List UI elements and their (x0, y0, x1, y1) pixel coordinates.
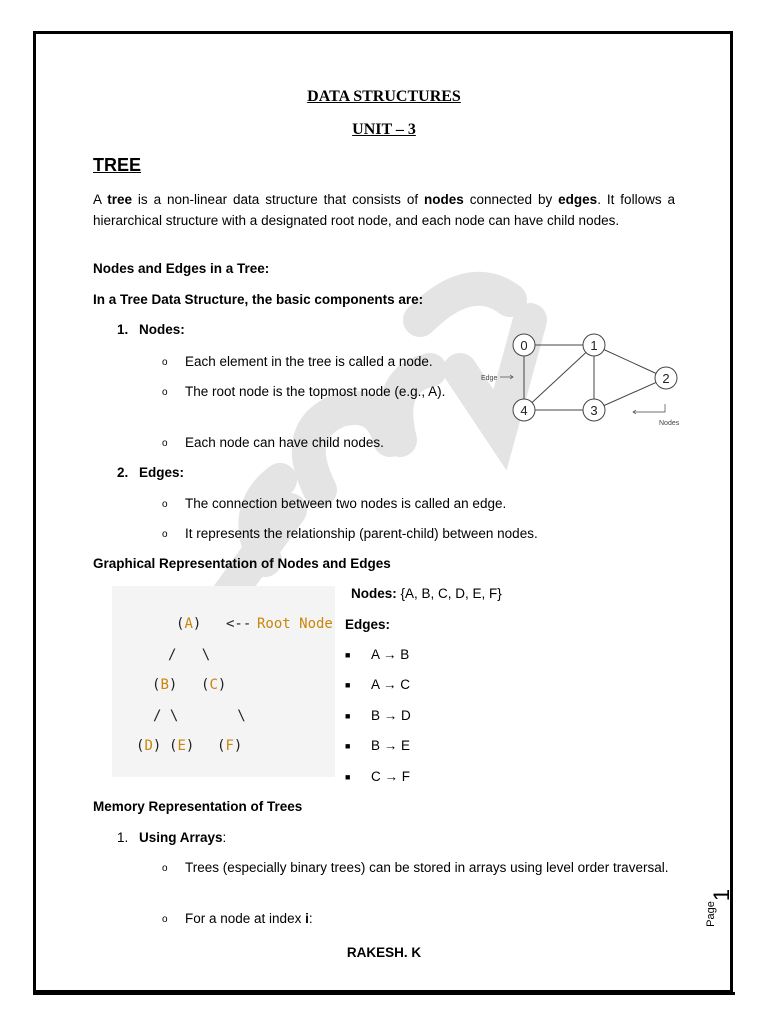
list1-number: 1. (117, 322, 129, 337)
tree-branch-line: / \ \ (153, 708, 246, 724)
list3-colon: : (222, 830, 227, 845)
graph-edge (594, 378, 666, 410)
bullet-square: ■ (345, 741, 351, 751)
list3-label-text: Using Arrays (139, 830, 223, 845)
doc-title: DATA STRUCTURES (307, 88, 461, 105)
edge-item: B → D (371, 708, 411, 723)
tree-node-b: (B) (152, 677, 178, 693)
bullet-circle: o (162, 438, 168, 449)
node-set-values: {A, B, C, D, E, F} (396, 586, 502, 601)
edge-item: B → E (371, 738, 411, 753)
section-heading-tree: TREE (93, 155, 142, 175)
graph-edge (594, 345, 666, 378)
graph-node-label: 1 (590, 338, 598, 353)
tree-branch-line: / \ (168, 647, 211, 663)
intro-bold-tree: tree (107, 192, 132, 207)
graphical-heading: Graphical Representation of Nodes and Edges (93, 556, 391, 571)
index-colon: : (308, 911, 313, 926)
tree-node-d: (D) (136, 738, 162, 754)
intro-text-1: A (93, 192, 108, 207)
list2-item: The connection between two nodes is called an edge. (185, 496, 507, 511)
index-text: For a node at index (185, 911, 306, 926)
edge-item: A → C (371, 677, 411, 692)
bullet-circle: o (162, 863, 168, 874)
list3-number: 1. (117, 830, 129, 845)
node-set (351, 586, 502, 601)
graph-edge (524, 345, 594, 410)
node-set-label: Nodes: (351, 586, 397, 601)
nodes-edges-heading: Nodes and Edges in a Tree: (93, 261, 270, 276)
unit-title: UNIT – 3 (352, 121, 416, 138)
bullet-square: ■ (345, 711, 351, 721)
list1-item: Each node can have child nodes. (185, 435, 384, 450)
bullet-circle: o (162, 387, 168, 398)
list2-item: It represents the relationship (parent-child) between nodes. (185, 526, 538, 541)
root-arrow: <-- (226, 616, 252, 632)
graph-node-label: 0 (520, 338, 528, 353)
components-heading: In a Tree Data Structure, the basic components are: (93, 292, 424, 307)
index-var: i (305, 911, 309, 926)
graph-node-label: 2 (662, 371, 670, 386)
intro-text-2: is a non-linear data structure that consists of (131, 192, 425, 207)
bullet-circle: o (162, 914, 168, 925)
page-border-bottom (33, 992, 735, 995)
bullet-square: ■ (345, 680, 351, 690)
list3-item: Trees (especially binary trees) can be stored in arrays using level order traversal. (185, 860, 669, 875)
graph-node-label: 3 (590, 403, 598, 418)
list2-label: Edges: (139, 465, 185, 480)
list2-number: 2. (117, 465, 129, 480)
intro-text-4: . It follows a hierarchical structure with a designated root node, and each node can have child nodes. (93, 192, 676, 228)
bullet-square: ■ (345, 772, 351, 782)
tree-node-c: (C) (201, 677, 227, 693)
page-number: 1 (709, 888, 735, 902)
graph-node-label: 4 (520, 403, 528, 418)
nodes-pointer-icon (633, 404, 665, 412)
intro-paragraph (93, 189, 675, 231)
memory-heading: Memory Representation of Trees (93, 799, 303, 814)
edge-item: A → B (371, 647, 410, 662)
intro-bold-edges: edges (558, 192, 598, 207)
list3-index-item (185, 908, 313, 929)
list3-label (139, 830, 226, 845)
bullet-square: ■ (345, 650, 351, 660)
page-number-block (706, 890, 736, 935)
tree-node-e: (E) (169, 738, 195, 754)
intro-bold-nodes: nodes (424, 192, 464, 207)
page-word: Page (704, 901, 717, 927)
footer-author: RAKESH. K (346, 945, 422, 960)
edges-label: Edges: (345, 617, 391, 632)
list1-item: Each element in the tree is called a node. (185, 354, 433, 369)
root-node-label: Root Node (257, 616, 333, 632)
bullet-circle: o (162, 529, 168, 540)
tree-node-a: (A) (176, 616, 202, 632)
bullet-circle: o (162, 499, 168, 510)
list1-item: The root node is the topmost node (e.g., A). (185, 384, 446, 399)
bullet-circle: o (162, 357, 168, 368)
list1-label: Nodes: (139, 322, 185, 337)
graph-figure (478, 328, 683, 432)
graph-nodes-label: Nodes (659, 420, 680, 427)
graph-edge-label: Edge (481, 375, 498, 382)
intro-text-3: connected by (463, 192, 559, 207)
tree-diagram (112, 586, 335, 777)
tree-node-f: (F) (217, 738, 243, 754)
edge-item: C → F (371, 769, 410, 784)
